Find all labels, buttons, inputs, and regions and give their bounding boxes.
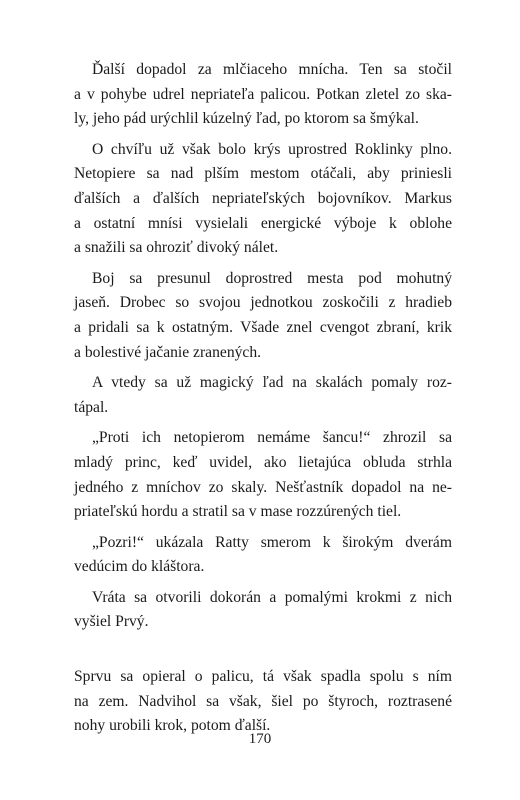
text-line: jaseň. Drobec so svojou jednotkou zoskočili z hradieb: [74, 294, 452, 312]
text-line: priateľskú hordu a stratil sa v mase rozzúrených tiel.: [74, 503, 402, 521]
text-line: Netopiere sa nad plším mestom otáčali, aby priniesli: [74, 165, 452, 183]
paragraph: [74, 586, 452, 635]
text-line: A vtedy sa už magický ľad na skalách pomaly roz-: [92, 374, 452, 392]
text-line: „Pozri!“ ukázala Ratty smerom k širokým dverám: [92, 533, 452, 551]
text-line: a bolestivé jačanie zranených.: [74, 343, 262, 361]
text-line: O chvíľu už však bolo krýs uprostred Roklinky plno.: [92, 140, 452, 158]
text-line: vedúcim do kláštora.: [74, 558, 205, 576]
text-line: nohy urobili krok, potom ďalší.: [74, 717, 271, 735]
text-line: tápal.: [74, 398, 109, 416]
text-line: a v pohybe udrel nepriateľa palicou. Potkan zletel zo ska-: [74, 85, 452, 103]
text-line: Vráta sa otvorili dokorán a pomalými krokmi z nich: [92, 588, 452, 606]
text-line: mladý princ, keď uvidel, ako lietajúca obluda strhla: [74, 453, 452, 471]
text-line: a pridali sa k ostatným. Všade znel cvengot zbraní, krik: [74, 318, 452, 336]
text-line: jedného z mníchov zo skaly. Nešťastník dopadol na ne-: [74, 478, 452, 496]
paragraph: [74, 58, 452, 132]
text-line: Sprvu sa opieral o palicu, tá však spadla spolu s ním: [74, 668, 452, 686]
paragraph: [74, 267, 452, 365]
text-line: a ostatní mnísi vysielali energické výboje k oblohe: [74, 214, 452, 232]
paragraph: [74, 531, 452, 580]
paragraph: [74, 665, 452, 739]
text-line: Boj sa presunul doprostred mesta pod mohutný: [92, 269, 452, 287]
text-line: na zem. Nadvihol sa však, šiel po štyroch, roztrasené: [74, 692, 452, 710]
text-line: ly, jeho pád urýchlil kúzelný ľad, po ktorom sa šmýkal.: [74, 110, 419, 128]
text-line: „Proti ich netopierom nemáme šancu!“ zhrozil sa: [92, 429, 452, 447]
text-line: vyšiel Prvý.: [74, 613, 149, 631]
text-line: Ďalší dopadol za mlčiaceho mnícha. Ten sa stočil: [92, 61, 452, 78]
page-number: 170: [248, 731, 272, 747]
text-line: a snažili sa ohroziť divoký nálet.: [74, 239, 279, 257]
book-page-text: [74, 58, 452, 739]
paragraph: [74, 371, 452, 420]
paragraph: [74, 426, 452, 524]
text-line: ďalších a ďalších nepriateľských bojovníkov. Markus: [74, 189, 452, 207]
paragraph: [74, 138, 452, 261]
